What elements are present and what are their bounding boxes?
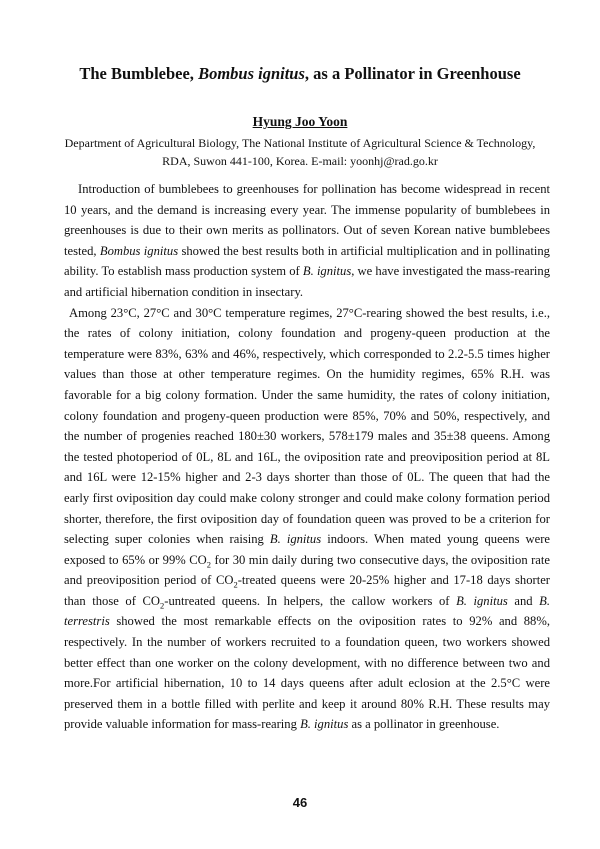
author-line <box>40 113 560 131</box>
p1-italic-2: B. ignitus <box>302 264 352 279</box>
p2-text-4: -treated queens were 20-25% higher and 17-18 days shorter than those of CO <box>64 573 550 608</box>
p1-italic-1: Bombus ignitus <box>99 243 179 258</box>
title-part-1: The Bumblebee, <box>79 64 199 83</box>
title-species: Bombus ignitus <box>198 64 305 83</box>
p2-text-2: indoors. When mated young queens were exposed to 65% or 99% CO <box>64 532 551 567</box>
p2-text-8: as a pollinator in greenhouse. <box>348 717 500 732</box>
p2-subscript-2: 2 <box>233 579 238 590</box>
affiliation-line-1: Department of Agricultural Biology, The National Institute of Agricultural Science & Technology, <box>64 136 536 150</box>
affiliation-line-2: RDA, Suwon 441-100, Korea. E-mail: yoonhj@rad.go.kr <box>162 154 438 168</box>
p2-italic-1: B. ignitus <box>269 532 322 547</box>
p2-text-7: showed the most remarkable effects on the oviposition rates to 92% and 88%, respectively. In the number of workers recruited to a foundation queen, two workers showed better effect than one worker on the colony development, with no difference between two and more.For artificial hibernation, 10 to 14 days queens after adult eclosion at the 2.5°C were preserved them in a bottle filled with perlite and keep it around 80% R.H. These results may provide valuable information for mass-rearing <box>64 614 550 732</box>
paper-title <box>40 64 560 84</box>
p2-subscript-1: 2 <box>206 559 211 570</box>
page-number: 46 <box>292 795 308 810</box>
abstract-body <box>64 179 550 735</box>
p1-text-2: showed the best results both in artificial multiplication and in pollinating ability. To establish mass production system of <box>64 243 550 279</box>
paragraph-2 <box>64 303 550 735</box>
p2-italic-4: B. ignitus <box>300 717 349 732</box>
author-name: Hyung Joo Yoon <box>252 114 348 129</box>
p2-text-6: and <box>507 593 540 608</box>
p2-text-5: -untreated queens. In helpers, the callow workers of <box>164 593 457 608</box>
p2-subscript-3: 2 <box>160 600 165 611</box>
p2-italic-3: B. terrestris <box>64 593 551 629</box>
p1-text-1: Introduction of bumblebees to greenhouses for pollination has become widespread in recent 10 years, and the demand is increasing every year. The immense popularity of bumblebees in greenhouses is due to their own merits as pollinators. Out of seven Korean native bumblebees tested, <box>64 182 550 258</box>
affiliation <box>50 134 550 170</box>
p2-text-3: for 30 min daily during two consecutive days, the oviposition rate and preoviposition period of CO <box>64 552 550 588</box>
paragraph-1 <box>64 179 550 303</box>
p2-text-1: Among 23°C, 27°C and 30°C temperature regimes, 27°C-rearing showed the best results, i.e., the rates of colony initiation, colony foundation and progeny-queen production at the temperature were 83%, 63% and 46%, respectively, which corresponded to 2.2-5.5 times higher values than those at other temperature regimes. On the humidity regimes, 65% R.H. was favorable for a big colony formation. Under the same humidity, the rates of colony initiation, colony foundation and progeny-queen production were 85%, 70% and 50%, respectively, and the number of progenies reached 180±30 workers, 578±179 males and 35±38 queens. Among the tested photoperiod of 0L, 8L and 16L, the oviposition rate and preoviposition period at 8L and 16L were 12-15% higher and 2-3 days shorter than those of 0L. The queen that had the early first oviposition day could make colony stronger and could make colony formation period shorter, therefore, the first oviposition day of foundation queen was proved to be a criterion for selecting super colonies when raising <box>64 305 550 547</box>
p1-text-3: , we have investigated the mass-rearing and artificial hibernation condition in insectary. <box>64 264 550 299</box>
title-part-2: , as a Pollinator in Greenhouse <box>304 64 521 83</box>
p2-italic-2: B. ignitus <box>456 593 508 608</box>
